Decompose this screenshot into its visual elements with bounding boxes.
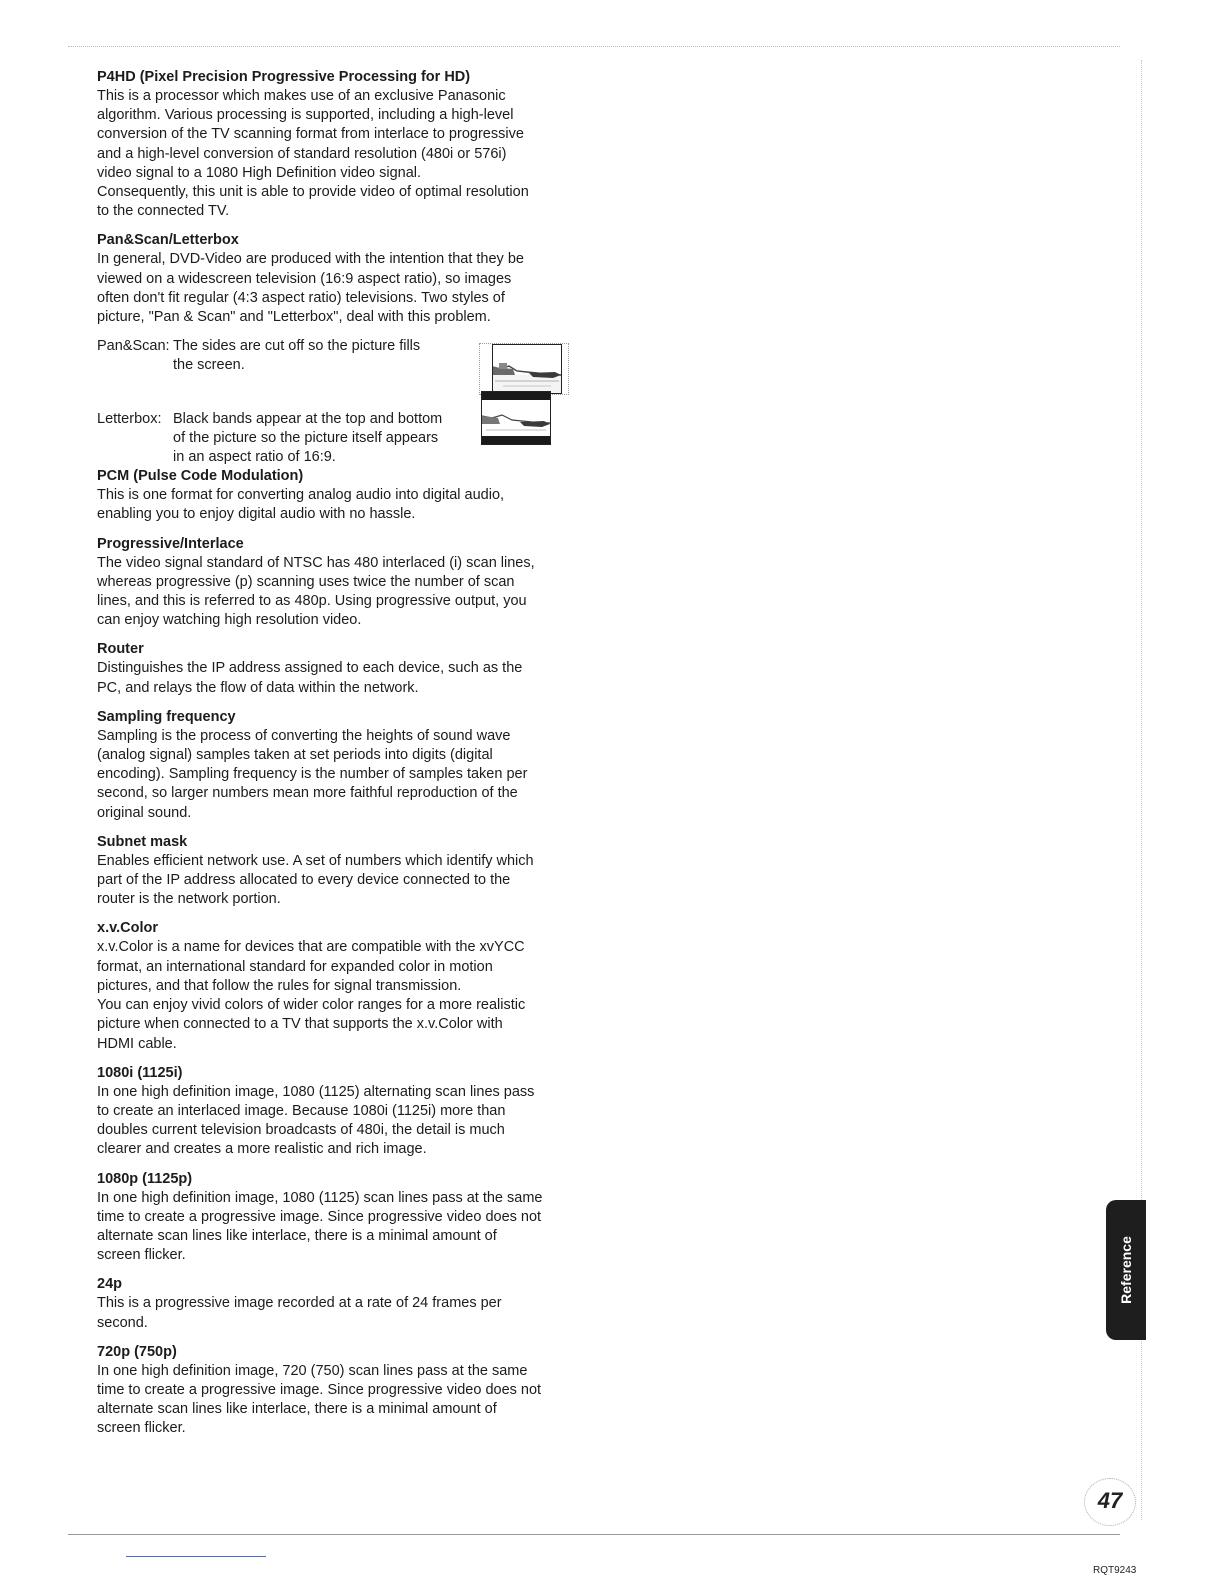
desc-line: Consequently, this unit is able to provide video of optimal resolution [97,184,529,201]
entry-description [97,250,561,327]
desc-line: time to create a progressive image. Since progressive video does not [97,1208,542,1225]
desc-line: The video signal standard of NTSC has 480 interlaced (i) scan lines, [97,554,535,571]
desc-line: viewed on a widescreen television (16:9 aspect ratio), so images [97,270,512,287]
desc-line: whereas progressive (p) scanning uses twice the number of scan [97,573,515,590]
entry-description [97,727,561,823]
entry-description [97,554,561,631]
desc-line: Sampling is the process of converting the heights of sound wave [97,727,511,744]
glossary-entry-p4hd [97,68,561,221]
entry-description [97,87,561,221]
entry-term: 24p [97,1276,122,1293]
entry-description [97,1083,561,1160]
entry-description [97,938,561,1053]
desc-line: x.v.Color is a name for devices that are compatible with the xvYCC [97,939,525,956]
desc-line: Enables efficient network use. A set of numbers which identify which [97,852,534,869]
glossary-entry-progressive-interlace [97,535,561,631]
page-number: 47 [1084,1478,1136,1526]
panscan-illustration [479,343,569,395]
document-code: RQT9243 [1093,1565,1137,1576]
desc-line: This is a processor which makes use of an exclusive Panasonic [97,88,506,104]
entry-description [97,659,561,697]
desc-line: lines, and this is referred to as 480p. Using progressive output, you [97,593,527,610]
glossary-entry-panscan-letterbox [97,231,561,466]
entry-term: PCM (Pulse Code Modulation) [97,468,304,485]
desc-line: the screen. [173,357,245,374]
desc-line: (analog signal) samples taken at set periods into digits (digital [97,747,493,764]
landscape-scene-icon [482,400,550,436]
letterbox-top-band [482,392,550,400]
desc-line: picture, "Pan & Scan" and "Letterbox", deal with this problem. [97,309,491,326]
desc-line: doubles current television broadcasts of 480i, the detail is much [97,1122,505,1139]
desc-line: PC, and relays the flow of data within the network. [97,679,419,696]
entry-description [97,852,561,910]
entry-description [97,1294,561,1332]
entry-term: 1080p (1125p) [97,1170,193,1187]
letterbox-illustration [481,391,551,445]
entry-term: 1080i (1125i) [97,1064,183,1081]
entry-description [97,1362,561,1439]
glossary-entry-sampling-frequency [97,708,561,823]
aspect-examples [97,337,561,466]
desc-line: In general, DVD-Video are produced with the intention that they be [97,251,524,268]
corner-accent-rule [126,1556,266,1557]
desc-line: alternate scan lines like interlace, there is a minimal amount of [97,1227,497,1244]
entry-term: x.v.Color [97,920,158,937]
desc-line: HDMI cable. [97,1035,177,1052]
desc-line: In one high definition image, 1080 (1125) alternating scan lines pass [97,1083,535,1100]
glossary-column [97,68,561,1449]
desc-line: screen flicker. [97,1247,186,1264]
desc-line: conversion of the TV scanning format from interlace to progressive [97,126,524,143]
desc-line: The sides are cut off so the picture fills [173,338,421,355]
panscan-label: Pan&Scan: [97,338,170,355]
panscan-screen [492,344,562,394]
desc-line: time to create a progressive image. Since progressive video does not [97,1381,542,1398]
desc-line: and a high-level conversion of standard resolution (480i or 576i) [97,145,507,162]
entry-term: 720p (750p) [97,1343,177,1360]
top-rule [68,46,1120,47]
desc-line: video signal to a 1080 High Definition video signal. [97,164,422,181]
desc-line: router is the network portion. [97,891,281,908]
desc-line: to the connected TV. [97,203,230,220]
desc-line: algorithm. Various processing is supported, including a high-level [97,107,514,124]
desc-line: second. [97,1314,148,1331]
desc-line: can enjoy watching high resolution video. [97,612,362,629]
desc-line: You can enjoy vivid colors of wider color ranges for a more realistic [97,997,526,1014]
entry-term: P4HD (Pixel Precision Progressive Processing for HD) [97,69,471,85]
glossary-entry-pcm [97,467,561,524]
desc-line: Black bands appear at the top and bottom [173,410,443,427]
letterbox-label: Letterbox: [97,410,162,427]
desc-line: In one high definition image, 1080 (1125) scan lines pass at the same [97,1189,543,1206]
desc-line: part of the IP address allocated to every device connected to the [97,872,511,889]
reference-section-tab [1106,1200,1146,1340]
glossary-entry-24p [97,1275,561,1332]
desc-line: to create an interlaced image. Because 1080i (1125i) more than [97,1102,506,1119]
desc-line: clearer and creates a more realistic and rich image. [97,1141,427,1158]
glossary-entry-router [97,640,561,697]
desc-line: In one high definition image, 720 (750) scan lines pass at the same [97,1362,528,1379]
bottom-rule [68,1534,1120,1535]
entry-description [97,1189,561,1266]
desc-line: This is one format for converting analog audio into digital audio, [97,487,505,504]
desc-line: of the picture so the picture itself appears [173,429,439,446]
entry-term: Pan&Scan/Letterbox [97,232,239,249]
entry-term: Router [97,641,144,658]
desc-line: Distinguishes the IP address assigned to each device, such as the [97,660,523,677]
glossary-entry-1080i [97,1064,561,1160]
desc-line: alternate scan lines like interlace, there is a minimal amount of [97,1401,497,1418]
desc-line: picture when connected to a TV that supports the x.v.Color with [97,1016,503,1033]
glossary-entry-xvcolor [97,919,561,1053]
glossary-entry-1080p [97,1170,561,1266]
landscape-scene-icon [493,345,561,393]
reference-tab-label: Reference [1118,1236,1134,1304]
desc-line: This is a progressive image recorded at a rate of 24 frames per [97,1295,502,1312]
entry-term: Subnet mask [97,833,188,850]
desc-line: in an aspect ratio of 16:9. [173,449,336,466]
letterbox-bottom-band [482,436,550,444]
desc-line: second, so larger numbers mean more faithful reproduction of the [97,785,518,802]
desc-line: pictures, and that follow the rules for signal transmission. [97,977,462,994]
entry-term: Sampling frequency [97,708,236,725]
glossary-entry-720p [97,1343,561,1439]
entry-term: Progressive/Interlace [97,535,244,552]
desc-line: screen flicker. [97,1420,186,1437]
desc-line: encoding). Sampling frequency is the number of samples taken per [97,766,528,783]
desc-line: format, an international standard for expanded color in motion [97,958,493,975]
desc-line: enabling you to enjoy digital audio with no hassle. [97,506,416,523]
entry-description [97,486,561,524]
desc-line: often don't fit regular (4:3 aspect ratio) televisions. Two styles of [97,289,505,306]
glossary-entry-subnet-mask [97,833,561,910]
desc-line: original sound. [97,804,192,821]
